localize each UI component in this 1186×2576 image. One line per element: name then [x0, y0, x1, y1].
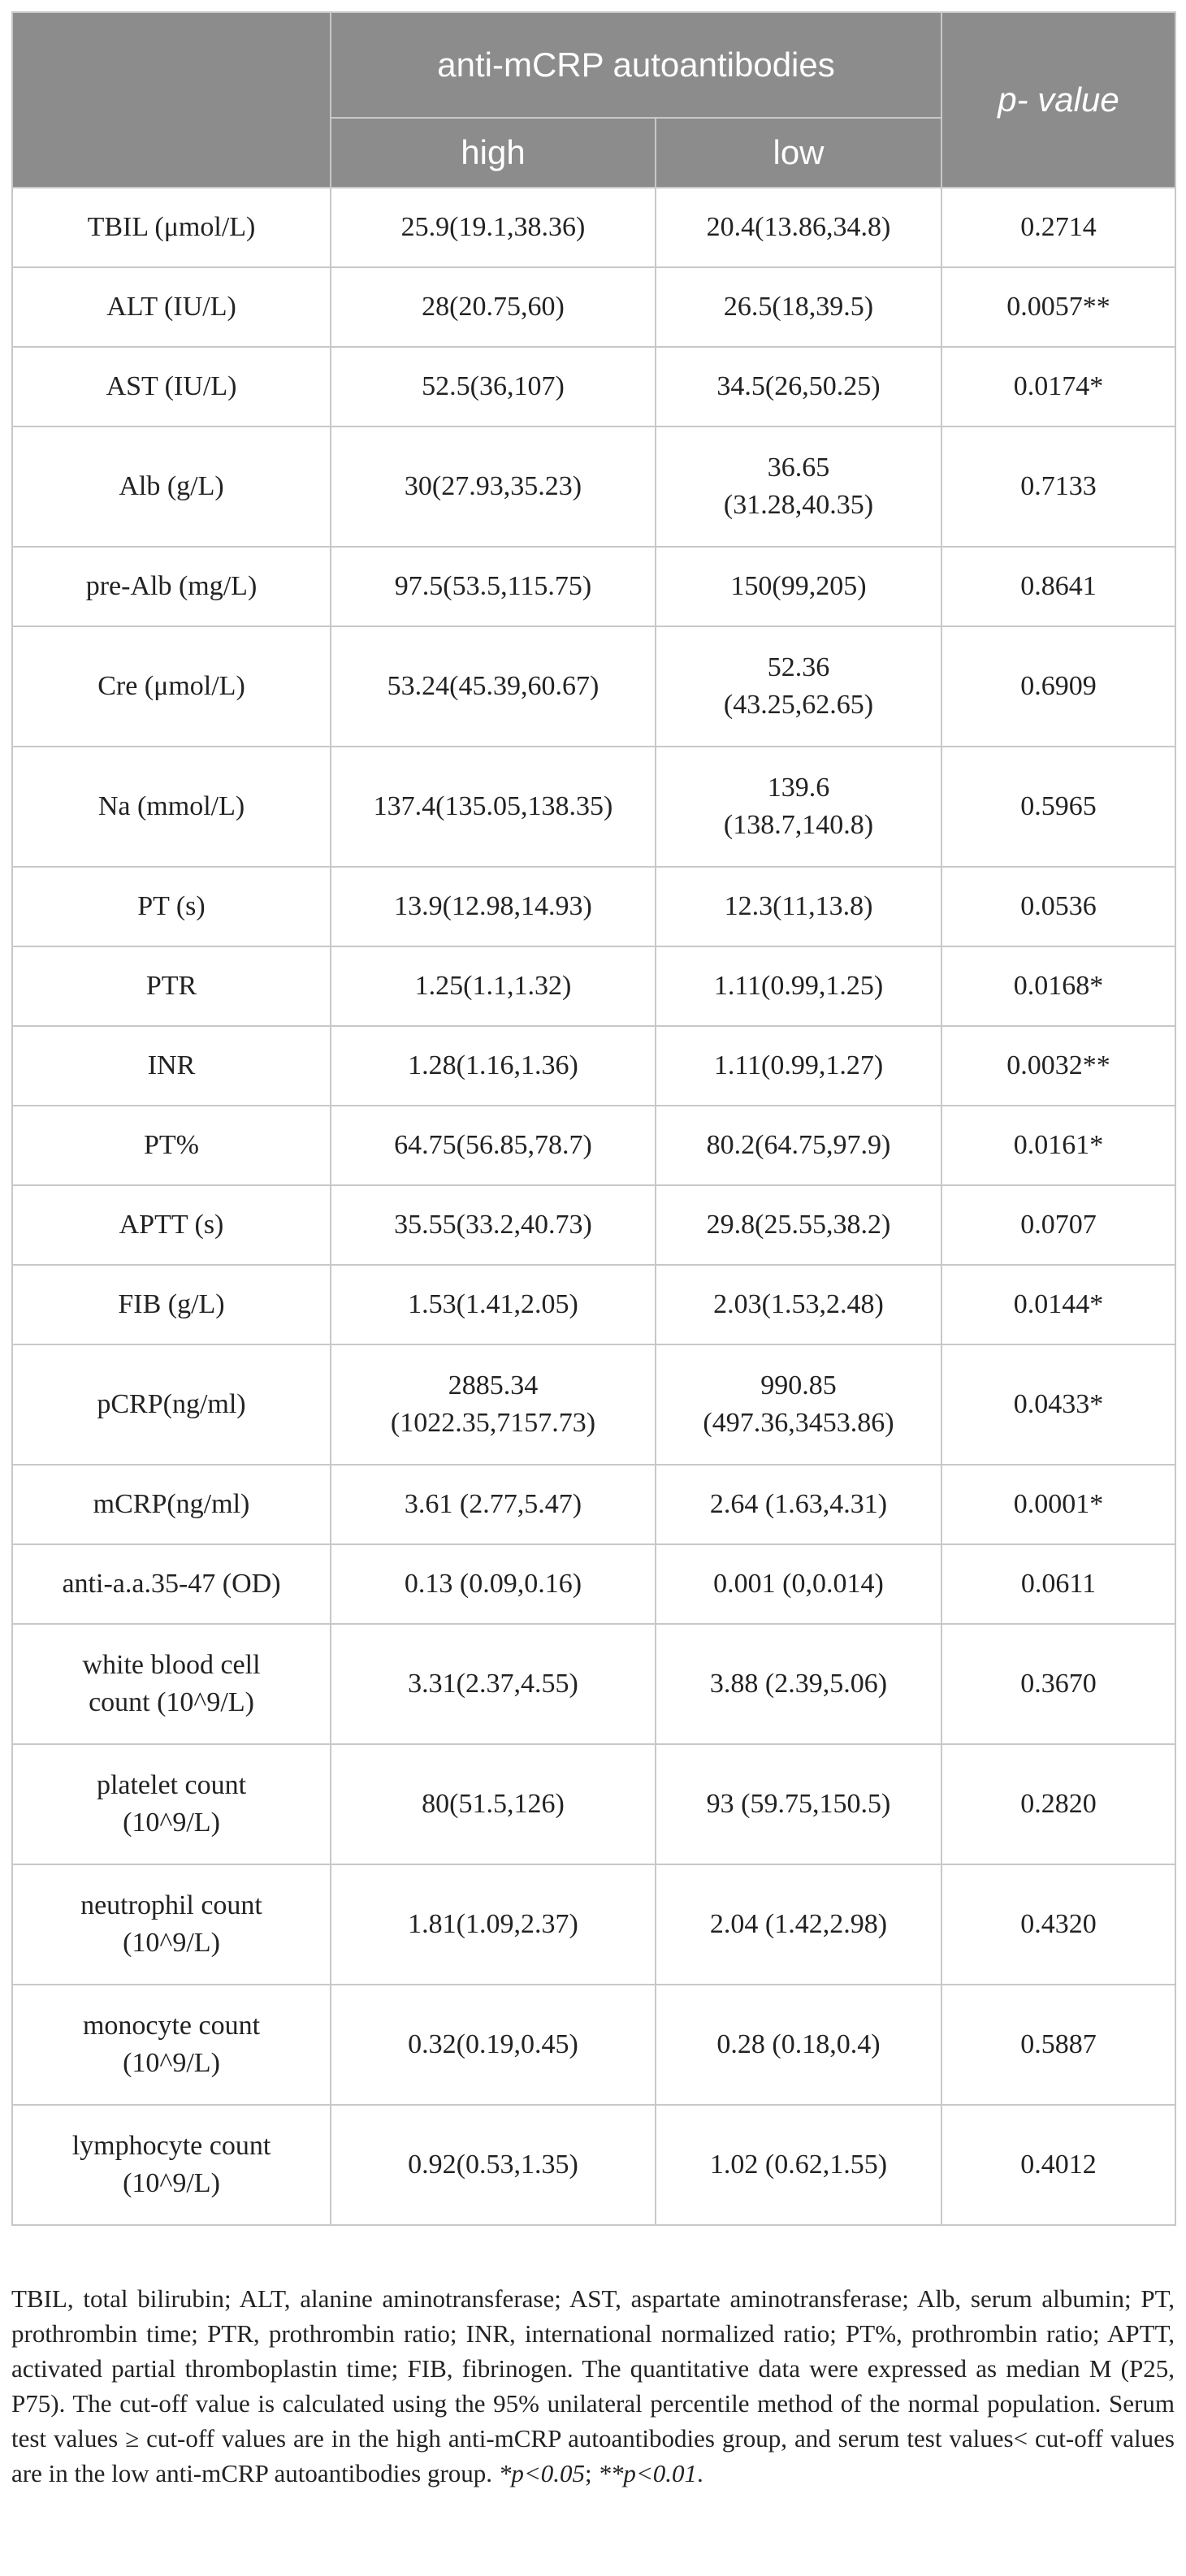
low-value-cell: [656, 1106, 941, 1185]
low-value-text: 36.65: [767, 452, 830, 483]
table-row: [12, 747, 1175, 867]
p-value-cell: 0.2820: [941, 1744, 1175, 1864]
high-value-text: 30(27.93,35.23): [404, 471, 582, 501]
high-value-cell: [331, 267, 656, 347]
row-label-text: (10^9/L): [123, 2168, 220, 2198]
low-value-text: 2.03(1.53,2.48): [713, 1289, 884, 1319]
row-label-text: PT%: [144, 1130, 199, 1160]
row-label-text: Na (mmol/L): [97, 791, 245, 821]
p-value-cell: 0.3670: [941, 1624, 1175, 1744]
high-value-cell: [331, 1265, 656, 1344]
row-label-cell: [12, 547, 331, 626]
row-label-cell: [12, 188, 331, 267]
low-value-text: 34.5(26,50.25): [716, 371, 881, 401]
low-value-text: 2.64 (1.63,4.31): [709, 1489, 888, 1519]
table-row: [12, 1624, 1175, 1744]
low-value-cell: [656, 1465, 941, 1544]
footnote-sig-001: **p<0.01: [598, 2459, 698, 2487]
table-row: [12, 1185, 1175, 1265]
high-value-text: 97.5(53.5,115.75): [394, 571, 592, 601]
low-value-text: 3.88 (2.39,5.06): [709, 1669, 888, 1699]
table-row: [12, 2105, 1175, 2225]
high-value-cell: [331, 1026, 656, 1106]
low-value-cell: [656, 1744, 941, 1864]
high-value-cell: [331, 2105, 656, 2225]
row-label-cell: [12, 946, 331, 1026]
high-value-cell: [331, 1185, 656, 1265]
footnote-text: TBIL, total bilirubin; ALT, alanine aminotransferase; AST, aspartate aminotransferase; Alb, serum albumin; PT, prothrombin time; PTR, prothrombin ratio; INR, international normalized ratio; PT%, prothrombin ratio; APTT, activated partial thromboplastin time; FIB, fibrinogen. The quantitative data were expressed as median M (P25, P75). The cut-off value is calculated using the 95% unilateral percentile method of the normal population. Serum test values ≥ cut-off values are in the high anti-mCRP autoantibodies group, and serum test values< cut-off values are in the low anti-mCRP autoantibodies group.: [11, 2284, 1175, 2487]
low-value-cell: [656, 946, 941, 1026]
p-value-cell: 0.6909: [941, 626, 1175, 747]
row-label-cell: [12, 626, 331, 747]
high-value-text: 1.53(1.41,2.05): [408, 1289, 578, 1319]
p-value-cell: 0.5965: [941, 747, 1175, 867]
high-value-text: 0.92(0.53,1.35): [408, 2150, 578, 2180]
row-label-text: AST (IU/L): [106, 371, 237, 401]
p-value-cell: 0.4320: [941, 1864, 1175, 1985]
high-value-cell: [331, 747, 656, 867]
low-value-text: (31.28,40.35): [723, 490, 874, 520]
p-value-cell: 0.0144*: [941, 1265, 1175, 1344]
table-footnote: [11, 2281, 1175, 2491]
table-row: [12, 547, 1175, 626]
low-value-text: 26.5(18,39.5): [723, 292, 874, 322]
row-label-cell: [12, 1185, 331, 1265]
row-label-text: pre-Alb (mg/L): [85, 571, 258, 601]
low-value-cell: [656, 347, 941, 426]
low-value-cell: [656, 188, 941, 267]
low-value-cell: [656, 547, 941, 626]
low-value-cell: [656, 1026, 941, 1106]
row-label-text: ALT (IU/L): [106, 292, 236, 322]
row-label-cell: [12, 1624, 331, 1744]
high-value-text: 13.9(12.98,14.93): [394, 891, 592, 921]
row-label-text: monocyte count: [82, 2011, 261, 2041]
row-label-cell: [12, 347, 331, 426]
row-label-cell: [12, 2105, 331, 2225]
row-label-cell: [12, 867, 331, 946]
row-label-text: (10^9/L): [123, 1808, 220, 1838]
row-label-text: Alb (g/L): [119, 471, 224, 501]
low-value-text: 20.4(13.86,34.8): [706, 212, 891, 242]
row-label-text: pCRP(ng/ml): [97, 1389, 246, 1419]
footnote-end: .: [697, 2459, 703, 2487]
table-row: [12, 1026, 1175, 1106]
row-label-cell: [12, 426, 331, 547]
p-value-cell: 0.0433*: [941, 1344, 1175, 1465]
high-value-text: 25.9(19.1,38.36): [400, 212, 586, 242]
p-value-cell: 0.4012: [941, 2105, 1175, 2225]
high-value-text: 3.31(2.37,4.55): [408, 1669, 578, 1699]
row-label-text: TBIL (μmol/L): [87, 212, 256, 242]
table-row: [12, 1465, 1175, 1544]
footnote-sig-005: *p<0.05: [498, 2459, 585, 2487]
row-label-cell: [12, 1744, 331, 1864]
table-row: [12, 626, 1175, 747]
row-label-text: PTR: [145, 971, 197, 1001]
row-label-text: Cre (μmol/L): [97, 671, 245, 701]
table-row: [12, 1106, 1175, 1185]
table-row: [12, 1344, 1175, 1465]
row-label-cell: [12, 1344, 331, 1465]
high-value-cell: [331, 188, 656, 267]
low-value-text: (43.25,62.65): [723, 690, 874, 720]
high-value-text: 1.25(1.1,1.32): [414, 971, 572, 1001]
row-label-text: anti-a.a.35-47 (OD): [62, 1569, 281, 1599]
p-value-cell: 0.0057**: [941, 267, 1175, 347]
low-value-cell: [656, 426, 941, 547]
table-row: [12, 946, 1175, 1026]
high-value-text: (1022.35,7157.73): [390, 1408, 596, 1438]
low-value-text: 1.02 (0.62,1.55): [709, 2150, 888, 2180]
high-value-text: 35.55(33.2,40.73): [394, 1210, 592, 1240]
row-label-cell: [12, 267, 331, 347]
row-label-text: INR: [147, 1050, 196, 1080]
table-row: [12, 1265, 1175, 1344]
high-value-cell: [331, 1544, 656, 1624]
low-header: low: [656, 118, 941, 188]
high-value-cell: [331, 946, 656, 1026]
p-value-cell: 0.0032**: [941, 1026, 1175, 1106]
row-label-text: platelet count: [96, 1770, 247, 1800]
p-value-cell: 0.0174*: [941, 347, 1175, 426]
table-body: [12, 188, 1175, 2225]
row-label-cell: [12, 1985, 331, 2105]
p-value-cell: 0.7133: [941, 426, 1175, 547]
high-value-cell: [331, 1744, 656, 1864]
low-value-text: 12.3(11,13.8): [724, 891, 873, 921]
low-value-cell: [656, 267, 941, 347]
high-value-cell: [331, 867, 656, 946]
pvalue-header: p- value: [941, 12, 1175, 188]
row-label-text: APTT (s): [119, 1210, 224, 1240]
low-value-cell: [656, 1185, 941, 1265]
row-label-cell: [12, 1465, 331, 1544]
high-value-cell: [331, 347, 656, 426]
table-row: [12, 867, 1175, 946]
high-value-cell: [331, 1106, 656, 1185]
p-value-cell: 0.0161*: [941, 1106, 1175, 1185]
row-label-text: (10^9/L): [123, 1928, 220, 1958]
p-value-cell: 0.5887: [941, 1985, 1175, 2105]
high-value-cell: [331, 547, 656, 626]
low-value-text: (138.7,140.8): [723, 810, 874, 840]
high-value-text: 2885.34: [448, 1370, 539, 1401]
low-value-text: 1.11(0.99,1.27): [713, 1050, 884, 1080]
table-row: [12, 426, 1175, 547]
row-label-text: count (10^9/L): [89, 1687, 254, 1717]
row-label-text: lymphocyte count: [71, 2131, 271, 2161]
low-value-cell: [656, 1344, 941, 1465]
table-row: [12, 188, 1175, 267]
row-label-cell: [12, 1864, 331, 1985]
row-label-text: (10^9/L): [123, 2048, 220, 2078]
high-value-text: 137.4(135.05,138.35): [373, 791, 613, 821]
low-value-text: 52.36: [767, 652, 830, 682]
high-value-cell: [331, 1465, 656, 1544]
low-value-cell: [656, 1864, 941, 1985]
table-row: [12, 267, 1175, 347]
p-value-cell: 0.0611: [941, 1544, 1175, 1624]
low-value-cell: [656, 1265, 941, 1344]
row-label-header: [12, 12, 331, 188]
low-value-cell: [656, 1624, 941, 1744]
data-table-container: [11, 11, 1175, 2226]
low-value-cell: [656, 2105, 941, 2225]
data-table: [11, 11, 1176, 2226]
low-value-text: 0.001 (0,0.014): [713, 1569, 884, 1599]
low-value-cell: [656, 1985, 941, 2105]
low-value-text: 2.04 (1.42,2.98): [709, 1909, 888, 1939]
row-label-text: mCRP(ng/ml): [93, 1489, 250, 1519]
high-header: high: [331, 118, 656, 188]
high-value-text: 64.75(56.85,78.7): [394, 1130, 592, 1160]
low-value-text: 990.85: [760, 1370, 837, 1401]
high-value-text: 1.28(1.16,1.36): [408, 1050, 578, 1080]
p-value-cell: 0.0001*: [941, 1465, 1175, 1544]
high-value-text: 3.61 (2.77,5.47): [404, 1489, 582, 1519]
low-value-cell: [656, 1544, 941, 1624]
low-value-text: (497.36,3453.86): [703, 1408, 894, 1438]
table-row: [12, 1985, 1175, 2105]
low-value-text: 139.6: [767, 773, 830, 803]
p-value-cell: 0.8641: [941, 547, 1175, 626]
row-label-cell: [12, 1544, 331, 1624]
high-value-cell: [331, 626, 656, 747]
row-label-text: FIB (g/L): [118, 1289, 225, 1319]
group-header: anti-mCRP autoantibodies: [331, 12, 941, 118]
table-row: [12, 1544, 1175, 1624]
row-label-text: PT (s): [137, 891, 206, 921]
low-value-cell: [656, 626, 941, 747]
p-value-cell: 0.2714: [941, 188, 1175, 267]
low-value-text: 1.11(0.99,1.25): [713, 971, 884, 1001]
low-value-text: 80.2(64.75,97.9): [706, 1130, 891, 1160]
row-label-cell: [12, 747, 331, 867]
low-value-text: 150(99,205): [730, 571, 867, 601]
row-label-text: neutrophil count: [80, 1890, 262, 1920]
high-value-cell: [331, 1344, 656, 1465]
high-value-cell: [331, 1985, 656, 2105]
high-value-text: 28(20.75,60): [422, 292, 565, 322]
low-value-text: 0.28 (0.18,0.4): [716, 2029, 881, 2059]
high-value-text: 52.5(36,107): [422, 371, 565, 401]
row-label-cell: [12, 1265, 331, 1344]
high-value-text: 1.81(1.09,2.37): [408, 1909, 578, 1939]
low-value-text: 29.8(25.55,38.2): [706, 1210, 891, 1240]
high-value-cell: [331, 1864, 656, 1985]
high-value-text: 0.13 (0.09,0.16): [404, 1569, 582, 1599]
table-row: [12, 347, 1175, 426]
row-label-cell: [12, 1026, 331, 1106]
low-value-text: 93 (59.75,150.5): [706, 1789, 891, 1819]
high-value-text: 53.24(45.39,60.67): [387, 671, 599, 701]
low-value-cell: [656, 867, 941, 946]
footnote-separator: ;: [584, 2459, 599, 2487]
high-value-cell: [331, 426, 656, 547]
row-label-cell: [12, 1106, 331, 1185]
high-value-text: 80(51.5,126): [422, 1789, 565, 1819]
table-row: [12, 1864, 1175, 1985]
p-value-cell: 0.0168*: [941, 946, 1175, 1026]
high-value-cell: [331, 1624, 656, 1744]
p-value-cell: 0.0707: [941, 1185, 1175, 1265]
row-label-text: white blood cell: [82, 1650, 261, 1680]
low-value-cell: [656, 747, 941, 867]
table-row: [12, 1744, 1175, 1864]
p-value-cell: 0.0536: [941, 867, 1175, 946]
high-value-text: 0.32(0.19,0.45): [408, 2029, 578, 2059]
